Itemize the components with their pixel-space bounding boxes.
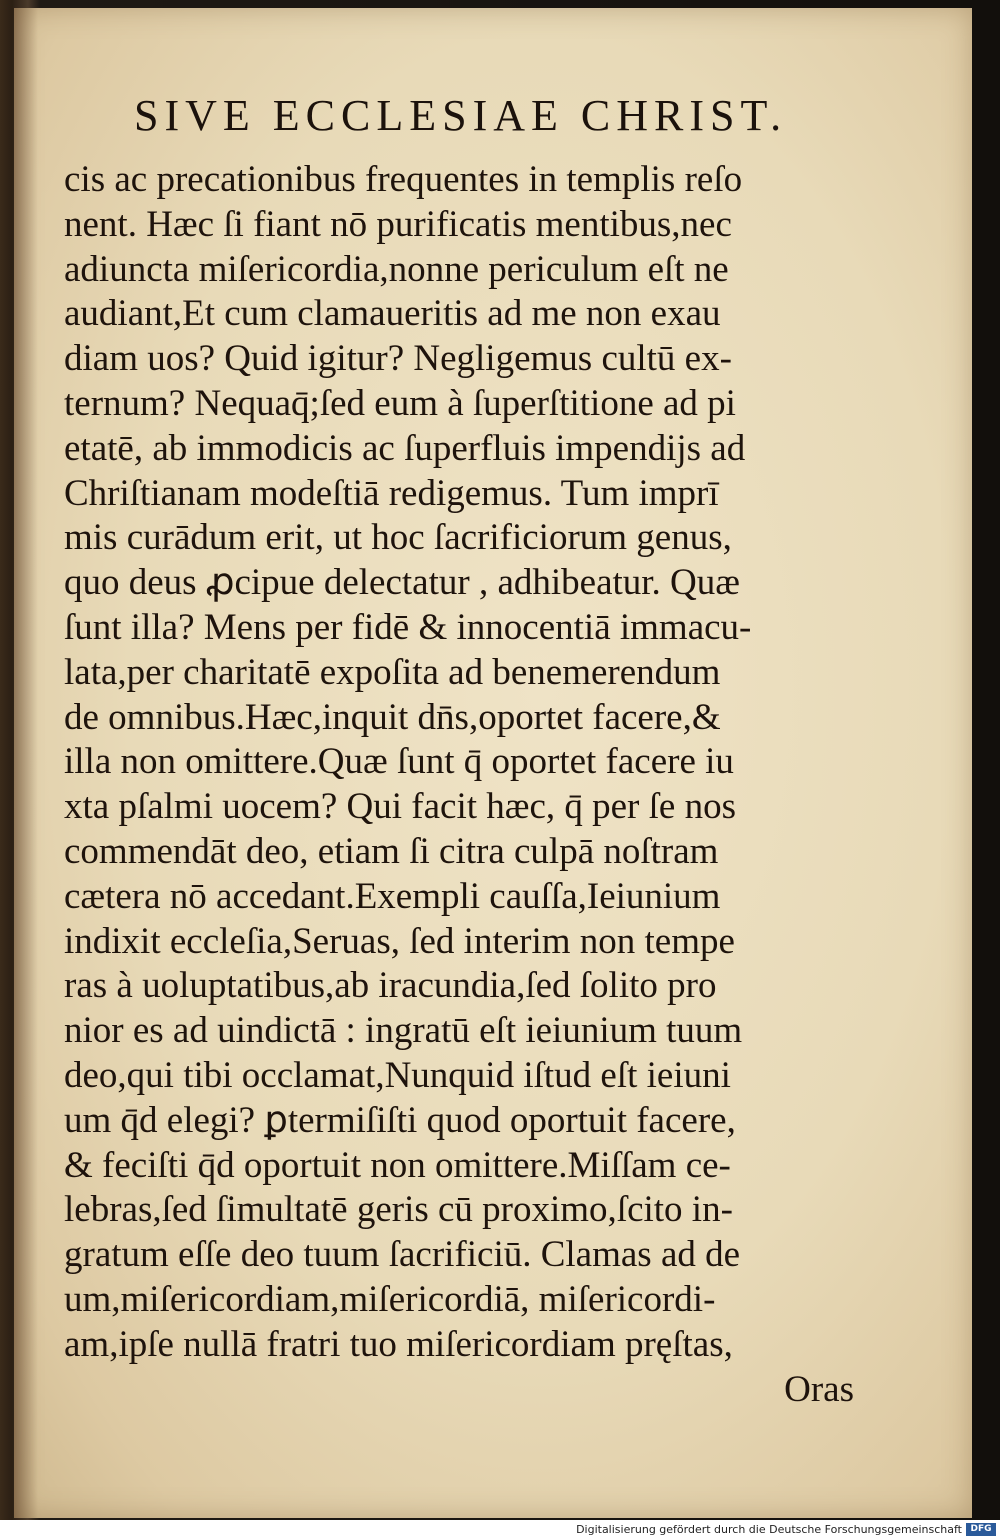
text-line: de omnibus.Hæc,inquit dn̄s,oportet facere,& — [64, 696, 721, 738]
text-line: ras à uoluptatibus,ab iracundia,ſed ſolito pro — [64, 965, 717, 1007]
text-line: mis curādum erit, ut hoc ſacrificiorum genus, — [64, 517, 732, 559]
text-line: deo,qui tibi occlamat,Nunquid iſtud eſt ieiuni — [64, 1054, 731, 1096]
text-line: quo deus ꝓcipue delectatur , adhibeatur. Quæ — [64, 562, 740, 604]
text-line: am,ipſe nullā fratri tuo miſericordiam pręſtas, — [64, 1323, 733, 1365]
book-page — [14, 8, 972, 1518]
text-line: nent. Hæc ſi fiant nō purificatis mentibus,nec — [64, 203, 732, 245]
catchword: Oras — [784, 1368, 854, 1410]
text-line: cætera nō accedant.Exempli cauſſa,Ieiunium — [64, 875, 721, 917]
page-gutter-shadow — [14, 8, 38, 1518]
text-line: gratum eſſe deo tuum ſacrificiū. Clamas ad de — [64, 1234, 741, 1276]
text-line: xta pſalmi uocem? Qui facit hæc, q̄ per ſe nos — [64, 786, 736, 828]
text-line: & feciſti q̄d oportuit non omittere.Miſſam ce- — [64, 1144, 731, 1186]
dfg-logo-icon: DFG — [966, 1523, 996, 1536]
text-line: commendāt deo, etiam ſi citra culpā noſtram — [64, 830, 719, 872]
text-line: illa non omittere.Quæ ſunt q̄ oportet facere iu — [64, 741, 734, 783]
text-line: lata,per charitatē expoſita ad benemerendum — [64, 651, 721, 693]
text-line: ternum? Nequaq̄;ſed eum à ſuperſtitione ad pi — [64, 382, 736, 424]
running-head: SIVE ECCLESIAE CHRIST. — [134, 91, 788, 140]
text-line: audiant,Et cum clamaueritis ad me non exau — [64, 293, 721, 335]
footer-bar — [0, 1520, 1000, 1540]
text-line: ſunt illa? Mens per fidē & innocentiā immacu- — [64, 606, 752, 648]
text-line: etatē, ab immodicis ac ſuperfluis impendijs ad — [64, 427, 746, 469]
text-line: Chriſtianam modeſtiā redigemus. Tum imprī — [64, 472, 719, 514]
text-line: diam uos? Quid igitur? Negligemus cultū ex- — [64, 338, 732, 380]
text-line: adiuncta miſericordia,nonne periculum eſt ne — [64, 248, 729, 290]
page-body — [64, 158, 854, 1412]
text-line: nior es ad uindictā : ingratū eſt ieiunium tuum — [64, 1010, 743, 1052]
text-line: um q̄d elegi? ꝑtermiſiſti quod oportuit facere, — [64, 1099, 736, 1141]
footer-credit: Digitalisierung gefördert durch die Deutsche Forschungsgemeinschaft — [576, 1523, 962, 1536]
text-line: um,miſericordiam,miſericordiā, miſericordi- — [64, 1278, 716, 1320]
text-line: indixit eccleſia,Seruas, ſed interim non tempe — [64, 920, 735, 962]
text-line: cis ac precationibus frequentes in templis reſo — [64, 159, 743, 200]
text-line: lebras,ſed ſimultatē geris cū proximo,ſcito in- — [64, 1189, 733, 1231]
